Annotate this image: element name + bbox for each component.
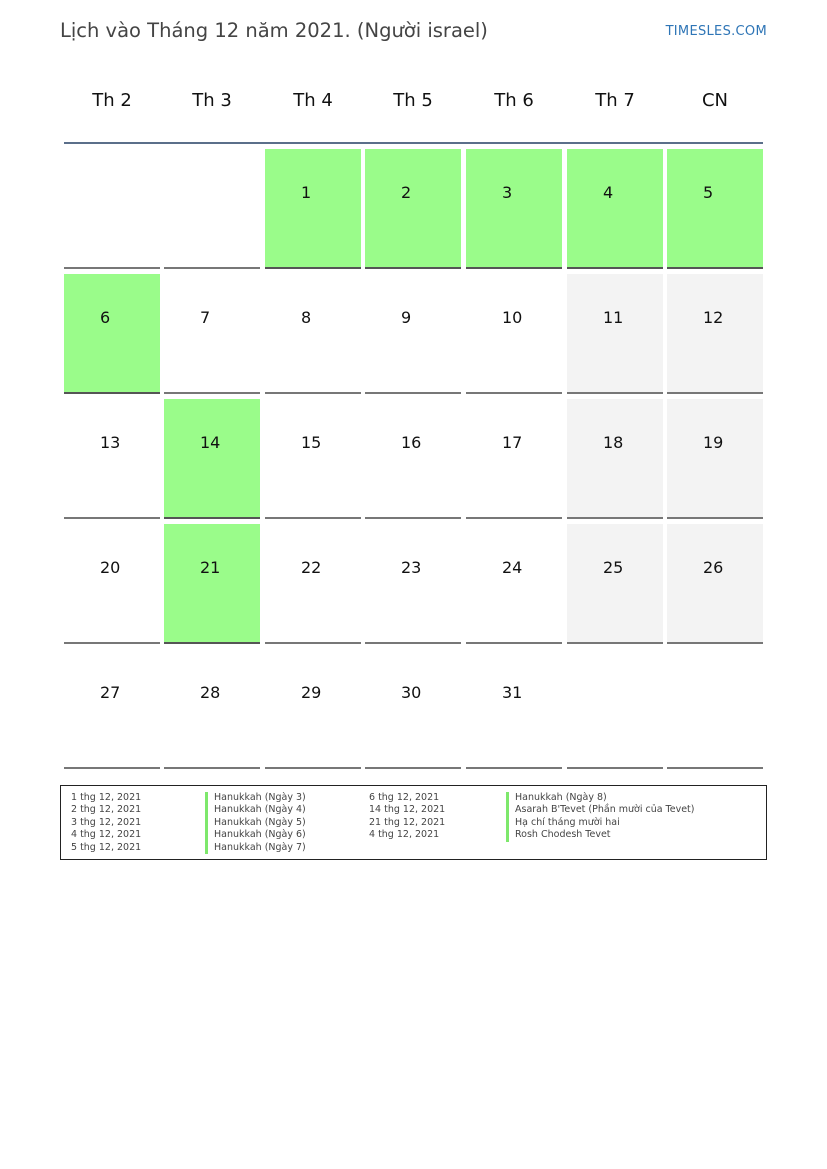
page-title: Lịch vào Tháng 12 năm 2021. (Người israel) [60, 19, 488, 42]
calendar-day-cell [466, 274, 562, 394]
calendar-day-cell [64, 524, 160, 644]
day-number: 7 [200, 308, 211, 327]
legend-date: 14 thg 12, 2021 [369, 804, 446, 816]
calendar-day-cell [164, 649, 260, 769]
calendar-day-cell [567, 524, 663, 644]
day-number: 9 [401, 308, 412, 327]
day-number: 1 [301, 183, 312, 202]
legend-holiday: Hanukkah (Ngày 5) [205, 817, 306, 829]
legend-holiday: Hanukkah (Ngày 3) [205, 792, 306, 804]
legend-date: 3 thg 12, 2021 [71, 816, 142, 828]
cell-underline [466, 767, 562, 769]
calendar-day-cell [667, 399, 763, 519]
cell-underline [567, 267, 663, 269]
cell-underline [164, 767, 260, 769]
cell-underline [667, 392, 763, 394]
cell-underline [164, 642, 260, 644]
calendar-day-cell [265, 399, 361, 519]
cell-underline [265, 392, 361, 394]
day-number: 26 [703, 558, 724, 577]
cell-underline [64, 392, 160, 394]
day-number: 22 [301, 558, 322, 577]
weekday-header [64, 90, 764, 120]
legend-holiday: Hanukkah (Ngày 4) [205, 804, 306, 816]
calendar-empty-cell [667, 649, 763, 769]
day-number: 12 [703, 308, 724, 327]
cell-underline [164, 517, 260, 519]
day-number: 14 [200, 433, 221, 452]
legend-holiday: Hanukkah (Ngày 6) [205, 829, 306, 841]
day-number: 23 [401, 558, 422, 577]
calendar-day-cell [64, 274, 160, 394]
cell-underline [667, 517, 763, 519]
calendar-day-cell [667, 274, 763, 394]
cell-underline [265, 767, 361, 769]
cell-underline [365, 767, 461, 769]
calendar-day-cell [365, 274, 461, 394]
calendar-day-cell [164, 274, 260, 394]
day-number: 29 [301, 683, 322, 702]
legend-holiday: Hạ chí tháng mười hai [506, 817, 695, 829]
calendar-day-cell [567, 399, 663, 519]
day-number: 21 [200, 558, 221, 577]
cell-underline [567, 392, 663, 394]
weekday-label: Th 3 [192, 90, 232, 111]
weekday-label: Th 5 [393, 90, 433, 111]
day-number: 18 [603, 433, 624, 452]
calendar-empty-cell [64, 149, 160, 269]
weekday-label: Th 6 [494, 90, 534, 111]
calendar-day-cell [265, 649, 361, 769]
day-number: 27 [100, 683, 121, 702]
legend-holiday: Hanukkah (Ngày 8) [506, 792, 695, 804]
cell-underline [365, 517, 461, 519]
legend-holiday: Asarah B'Tevet (Phần mười của Tevet) [506, 804, 695, 816]
calendar-day-cell [466, 399, 562, 519]
day-number: 17 [502, 433, 523, 452]
legend-date: 21 thg 12, 2021 [369, 816, 446, 828]
day-number: 15 [301, 433, 322, 452]
calendar-day-cell [667, 524, 763, 644]
legend-date: 5 thg 12, 2021 [71, 841, 142, 853]
calendar-day-cell [365, 149, 461, 269]
calendar-empty-cell [567, 649, 663, 769]
cell-underline [667, 642, 763, 644]
day-number: 4 [603, 183, 614, 202]
cell-underline [365, 642, 461, 644]
day-number: 28 [200, 683, 221, 702]
cell-underline [365, 267, 461, 269]
calendar-day-cell [164, 399, 260, 519]
holiday-legend [60, 785, 767, 860]
legend-holiday: Rosh Chodesh Tevet [506, 829, 695, 841]
day-number: 5 [703, 183, 714, 202]
calendar-day-cell [64, 399, 160, 519]
weekday-label: Th 7 [595, 90, 635, 111]
cell-underline [265, 517, 361, 519]
header-divider [64, 142, 763, 144]
weekday-label: CN [701, 90, 729, 111]
day-number: 30 [401, 683, 422, 702]
calendar-day-cell [466, 524, 562, 644]
legend-date: 2 thg 12, 2021 [71, 804, 142, 816]
cell-underline [64, 642, 160, 644]
calendar-day-cell [466, 649, 562, 769]
calendar-day-cell [64, 649, 160, 769]
calendar-day-cell [466, 149, 562, 269]
cell-underline [567, 767, 663, 769]
legend-dates-left [71, 792, 141, 854]
cell-underline [64, 267, 160, 269]
day-number: 24 [502, 558, 523, 577]
cell-underline [164, 267, 260, 269]
calendar-day-cell [265, 149, 361, 269]
weekday-label: Th 4 [293, 90, 333, 111]
cell-underline [466, 392, 562, 394]
cell-underline [64, 767, 160, 769]
day-number: 8 [301, 308, 312, 327]
cell-underline [466, 642, 562, 644]
calendar-day-cell [365, 649, 461, 769]
legend-date: 6 thg 12, 2021 [369, 792, 440, 803]
cell-underline [466, 267, 562, 269]
cell-underline [667, 767, 763, 769]
legend-holiday: Hanukkah (Ngày 7) [205, 842, 306, 854]
brand-link[interactable]: TIMESLES.COM [665, 24, 767, 39]
day-number: 2 [401, 183, 412, 202]
legend-dates-right [369, 792, 445, 842]
calendar-empty-cell [164, 149, 260, 269]
legend-date: 4 thg 12, 2021 [369, 829, 440, 841]
calendar-day-cell [265, 524, 361, 644]
calendar-day-cell [365, 524, 461, 644]
calendar-day-cell [667, 149, 763, 269]
calendar-day-cell [567, 274, 663, 394]
cell-underline [265, 267, 361, 269]
legend-date: 1 thg 12, 2021 [71, 792, 142, 803]
day-number: 25 [603, 558, 624, 577]
cell-underline [64, 517, 160, 519]
legend-names-right [506, 792, 695, 842]
day-number: 3 [502, 183, 513, 202]
calendar-day-cell [164, 524, 260, 644]
cell-underline [365, 392, 461, 394]
cell-underline [667, 267, 763, 269]
legend-date: 4 thg 12, 2021 [71, 829, 142, 841]
day-number: 13 [100, 433, 121, 452]
day-number: 20 [100, 558, 121, 577]
cell-underline [567, 642, 663, 644]
day-number: 31 [502, 683, 523, 702]
weekday-label: Th 2 [92, 90, 132, 111]
calendar-day-cell [365, 399, 461, 519]
day-number: 11 [603, 308, 624, 327]
legend-names-left [205, 792, 306, 854]
cell-underline [164, 392, 260, 394]
day-number: 10 [502, 308, 523, 327]
calendar-day-cell [567, 149, 663, 269]
cell-underline [567, 517, 663, 519]
cell-underline [265, 642, 361, 644]
day-number: 19 [703, 433, 724, 452]
day-number: 16 [401, 433, 422, 452]
calendar-day-cell [265, 274, 361, 394]
day-number: 6 [100, 308, 111, 327]
cell-underline [466, 517, 562, 519]
